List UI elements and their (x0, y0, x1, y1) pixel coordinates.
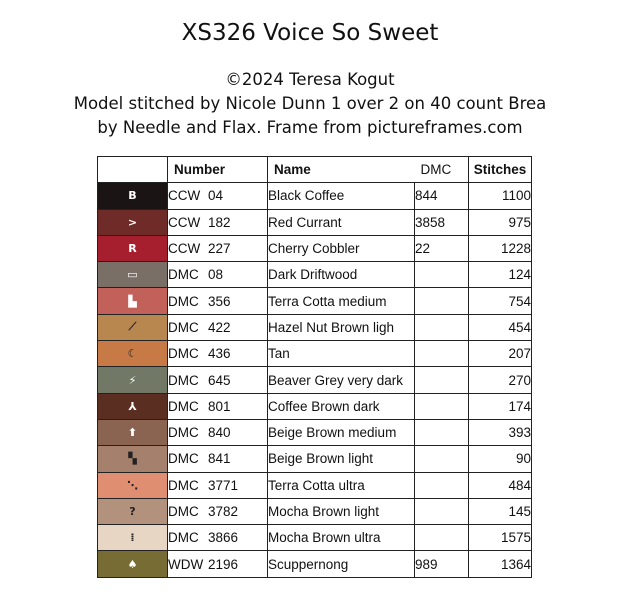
thread-number (168, 393, 268, 419)
dmc-equivalent (415, 288, 469, 314)
color-swatch (98, 183, 168, 209)
thread-number (168, 472, 268, 498)
dmc-equivalent (415, 367, 469, 393)
color-swatch (98, 472, 168, 498)
dmc-equivalent (415, 262, 469, 288)
model-line: Model stitched by Nicole Dunn 1 over 2 on 40 count Brea (73, 94, 547, 113)
stitch-count: 90 (469, 446, 532, 472)
thread-code: 04 (208, 188, 224, 204)
floss-key-table (97, 156, 532, 578)
color-swatch (98, 367, 168, 393)
dmc-equivalent (415, 314, 469, 340)
thread-name: Terra Cotta medium (268, 288, 415, 314)
thread-code: 3866 (208, 530, 239, 546)
table-row (98, 235, 532, 261)
thread-brand: DMC (168, 293, 199, 309)
stitch-symbol-icon: B (128, 189, 137, 203)
thread-brand: DMC (168, 477, 199, 493)
thread-number (168, 498, 268, 524)
thread-brand: DMC (168, 504, 199, 519)
stitch-symbol-icon: ⋱ (127, 478, 138, 492)
stitch-symbol-icon: ♠ (127, 557, 138, 571)
color-swatch (98, 393, 168, 419)
stitch-count: 975 (469, 209, 532, 235)
stitch-symbol-icon: ⅄ (128, 399, 137, 413)
table-row (98, 262, 532, 288)
thread-number (168, 419, 268, 445)
table-row (98, 525, 532, 551)
thread-number (168, 235, 268, 261)
thread-code: 841 (208, 451, 231, 467)
stitch-count: 124 (469, 262, 532, 288)
thread-brand: DMC (168, 425, 199, 441)
thread-name: Terra Cotta ultra (268, 472, 415, 498)
table-row (98, 341, 532, 367)
color-swatch (98, 551, 168, 577)
thread-number (168, 209, 268, 235)
copyright-line: ©2024 Teresa Kogut (225, 70, 395, 89)
thread-number (168, 446, 268, 472)
credits (0, 68, 620, 140)
name-header: Name (268, 157, 415, 183)
thread-name: Beaver Grey very dark (268, 367, 415, 393)
stitch-count: 1364 (469, 551, 532, 577)
thread-code: 436 (208, 346, 231, 362)
dmc-equivalent (415, 525, 469, 551)
stitch-count: 484 (469, 472, 532, 498)
thread-brand: DMC (168, 346, 199, 362)
thread-brand: DMC (168, 530, 199, 546)
thread-name: Coffee Brown dark (268, 393, 415, 419)
table-row (98, 367, 532, 393)
thread-brand: CCW (168, 188, 201, 204)
thread-name: Mocha Brown light (268, 498, 415, 524)
thread-name: Cherry Cobbler (268, 235, 415, 261)
table-row (98, 183, 532, 209)
color-swatch (98, 446, 168, 472)
thread-number (168, 262, 268, 288)
thread-name: Dark Driftwood (268, 262, 415, 288)
thread-brand: DMC (168, 398, 199, 414)
stitch-count: 454 (469, 314, 532, 340)
thread-code: 2196 (208, 556, 239, 572)
thread-number (168, 183, 268, 209)
thread-number (168, 525, 268, 551)
frame-line: by Needle and Flax. Frame from pictureframes.com (97, 118, 523, 137)
stitch-symbol-icon: ☾ (127, 347, 138, 361)
thread-number (168, 341, 268, 367)
color-swatch (98, 288, 168, 314)
thread-code: 182 (208, 214, 231, 230)
stitch-symbol-icon: ▚ (128, 452, 137, 466)
thread-number (168, 367, 268, 393)
thread-name: Red Currant (268, 209, 415, 235)
thread-number (168, 551, 268, 577)
thread-code: 801 (208, 398, 231, 414)
dmc-equivalent: 844 (415, 183, 469, 209)
stitch-count: 270 (469, 367, 532, 393)
thread-name: Beige Brown medium (268, 419, 415, 445)
thread-brand: CCW (168, 214, 201, 230)
thread-number (168, 314, 268, 340)
thread-name: Beige Brown light (268, 446, 415, 472)
color-swatch (98, 262, 168, 288)
color-swatch (98, 525, 168, 551)
thread-name: Tan (268, 341, 415, 367)
thread-name: Hazel Nut Brown ligh (268, 314, 415, 340)
thread-name: Scuppernong (268, 551, 415, 577)
table-row (98, 419, 532, 445)
thread-brand: WDW (168, 556, 204, 572)
table-row (98, 314, 532, 340)
color-swatch (98, 498, 168, 524)
dmc-equivalent: 3858 (415, 209, 469, 235)
color-swatch (98, 235, 168, 261)
dmc-equivalent (415, 472, 469, 498)
thread-brand: CCW (168, 241, 201, 257)
dmc-equivalent (415, 419, 469, 445)
stitch-count: 207 (469, 341, 532, 367)
table-row (98, 498, 532, 524)
stitch-symbol-icon: ⚡ (128, 373, 137, 387)
table-row (98, 472, 532, 498)
stitch-count: 754 (469, 288, 532, 314)
thread-code: 645 (208, 372, 231, 388)
table-row (98, 551, 532, 577)
thread-code: 227 (208, 241, 231, 257)
table-row (98, 393, 532, 419)
thread-code: 3782 (208, 504, 239, 519)
table-header-row (98, 157, 532, 183)
thread-brand: DMC (168, 451, 199, 467)
dmc-equivalent (415, 341, 469, 367)
stitch-symbol-icon: ? (129, 505, 136, 518)
stitch-count: 393 (469, 419, 532, 445)
stitch-symbol-icon: ⬆ (127, 426, 138, 440)
table-row (98, 446, 532, 472)
stitch-count: 174 (469, 393, 532, 419)
number-header: Number (168, 157, 268, 183)
color-swatch (98, 419, 168, 445)
thread-name: Mocha Brown ultra (268, 525, 415, 551)
dmc-equivalent (415, 393, 469, 419)
color-swatch (98, 314, 168, 340)
thread-number (168, 288, 268, 314)
stitch-count: 1575 (469, 525, 532, 551)
thread-code: 422 (208, 319, 231, 335)
color-swatch (98, 209, 168, 235)
stitch-count: 145 (469, 498, 532, 524)
thread-name: Black Coffee (268, 183, 415, 209)
thread-code: 840 (208, 425, 231, 441)
table-row (98, 288, 532, 314)
dmc-equivalent: 989 (415, 551, 469, 577)
dmc-equivalent (415, 498, 469, 524)
thread-brand: DMC (168, 319, 199, 335)
thread-brand: DMC (168, 267, 199, 283)
thread-code: 08 (208, 267, 224, 283)
thread-code: 3771 (208, 477, 239, 493)
thread-brand: DMC (168, 372, 199, 388)
stitch-symbol-icon: R (128, 242, 137, 256)
dmc-header: DMC (415, 157, 469, 183)
stitch-count: 1228 (469, 235, 532, 261)
table-row (98, 209, 532, 235)
dmc-equivalent (415, 446, 469, 472)
color-swatch (98, 341, 168, 367)
stitch-symbol-icon: ⁞ (130, 531, 135, 545)
dmc-equivalent: 22 (415, 235, 469, 261)
thread-code: 356 (208, 293, 231, 309)
chart-title: XS326 Voice So Sweet (181, 20, 439, 46)
swatch-header (98, 157, 168, 183)
stitch-symbol-icon: ▭ (127, 268, 138, 282)
stitch-symbol-icon: > (127, 215, 138, 229)
stitch-symbol-icon: ⟋ (128, 320, 137, 334)
stitches-header: Stitches (469, 157, 532, 183)
stitch-symbol-icon: ▙ (128, 294, 137, 308)
stitch-count: 1100 (469, 183, 532, 209)
